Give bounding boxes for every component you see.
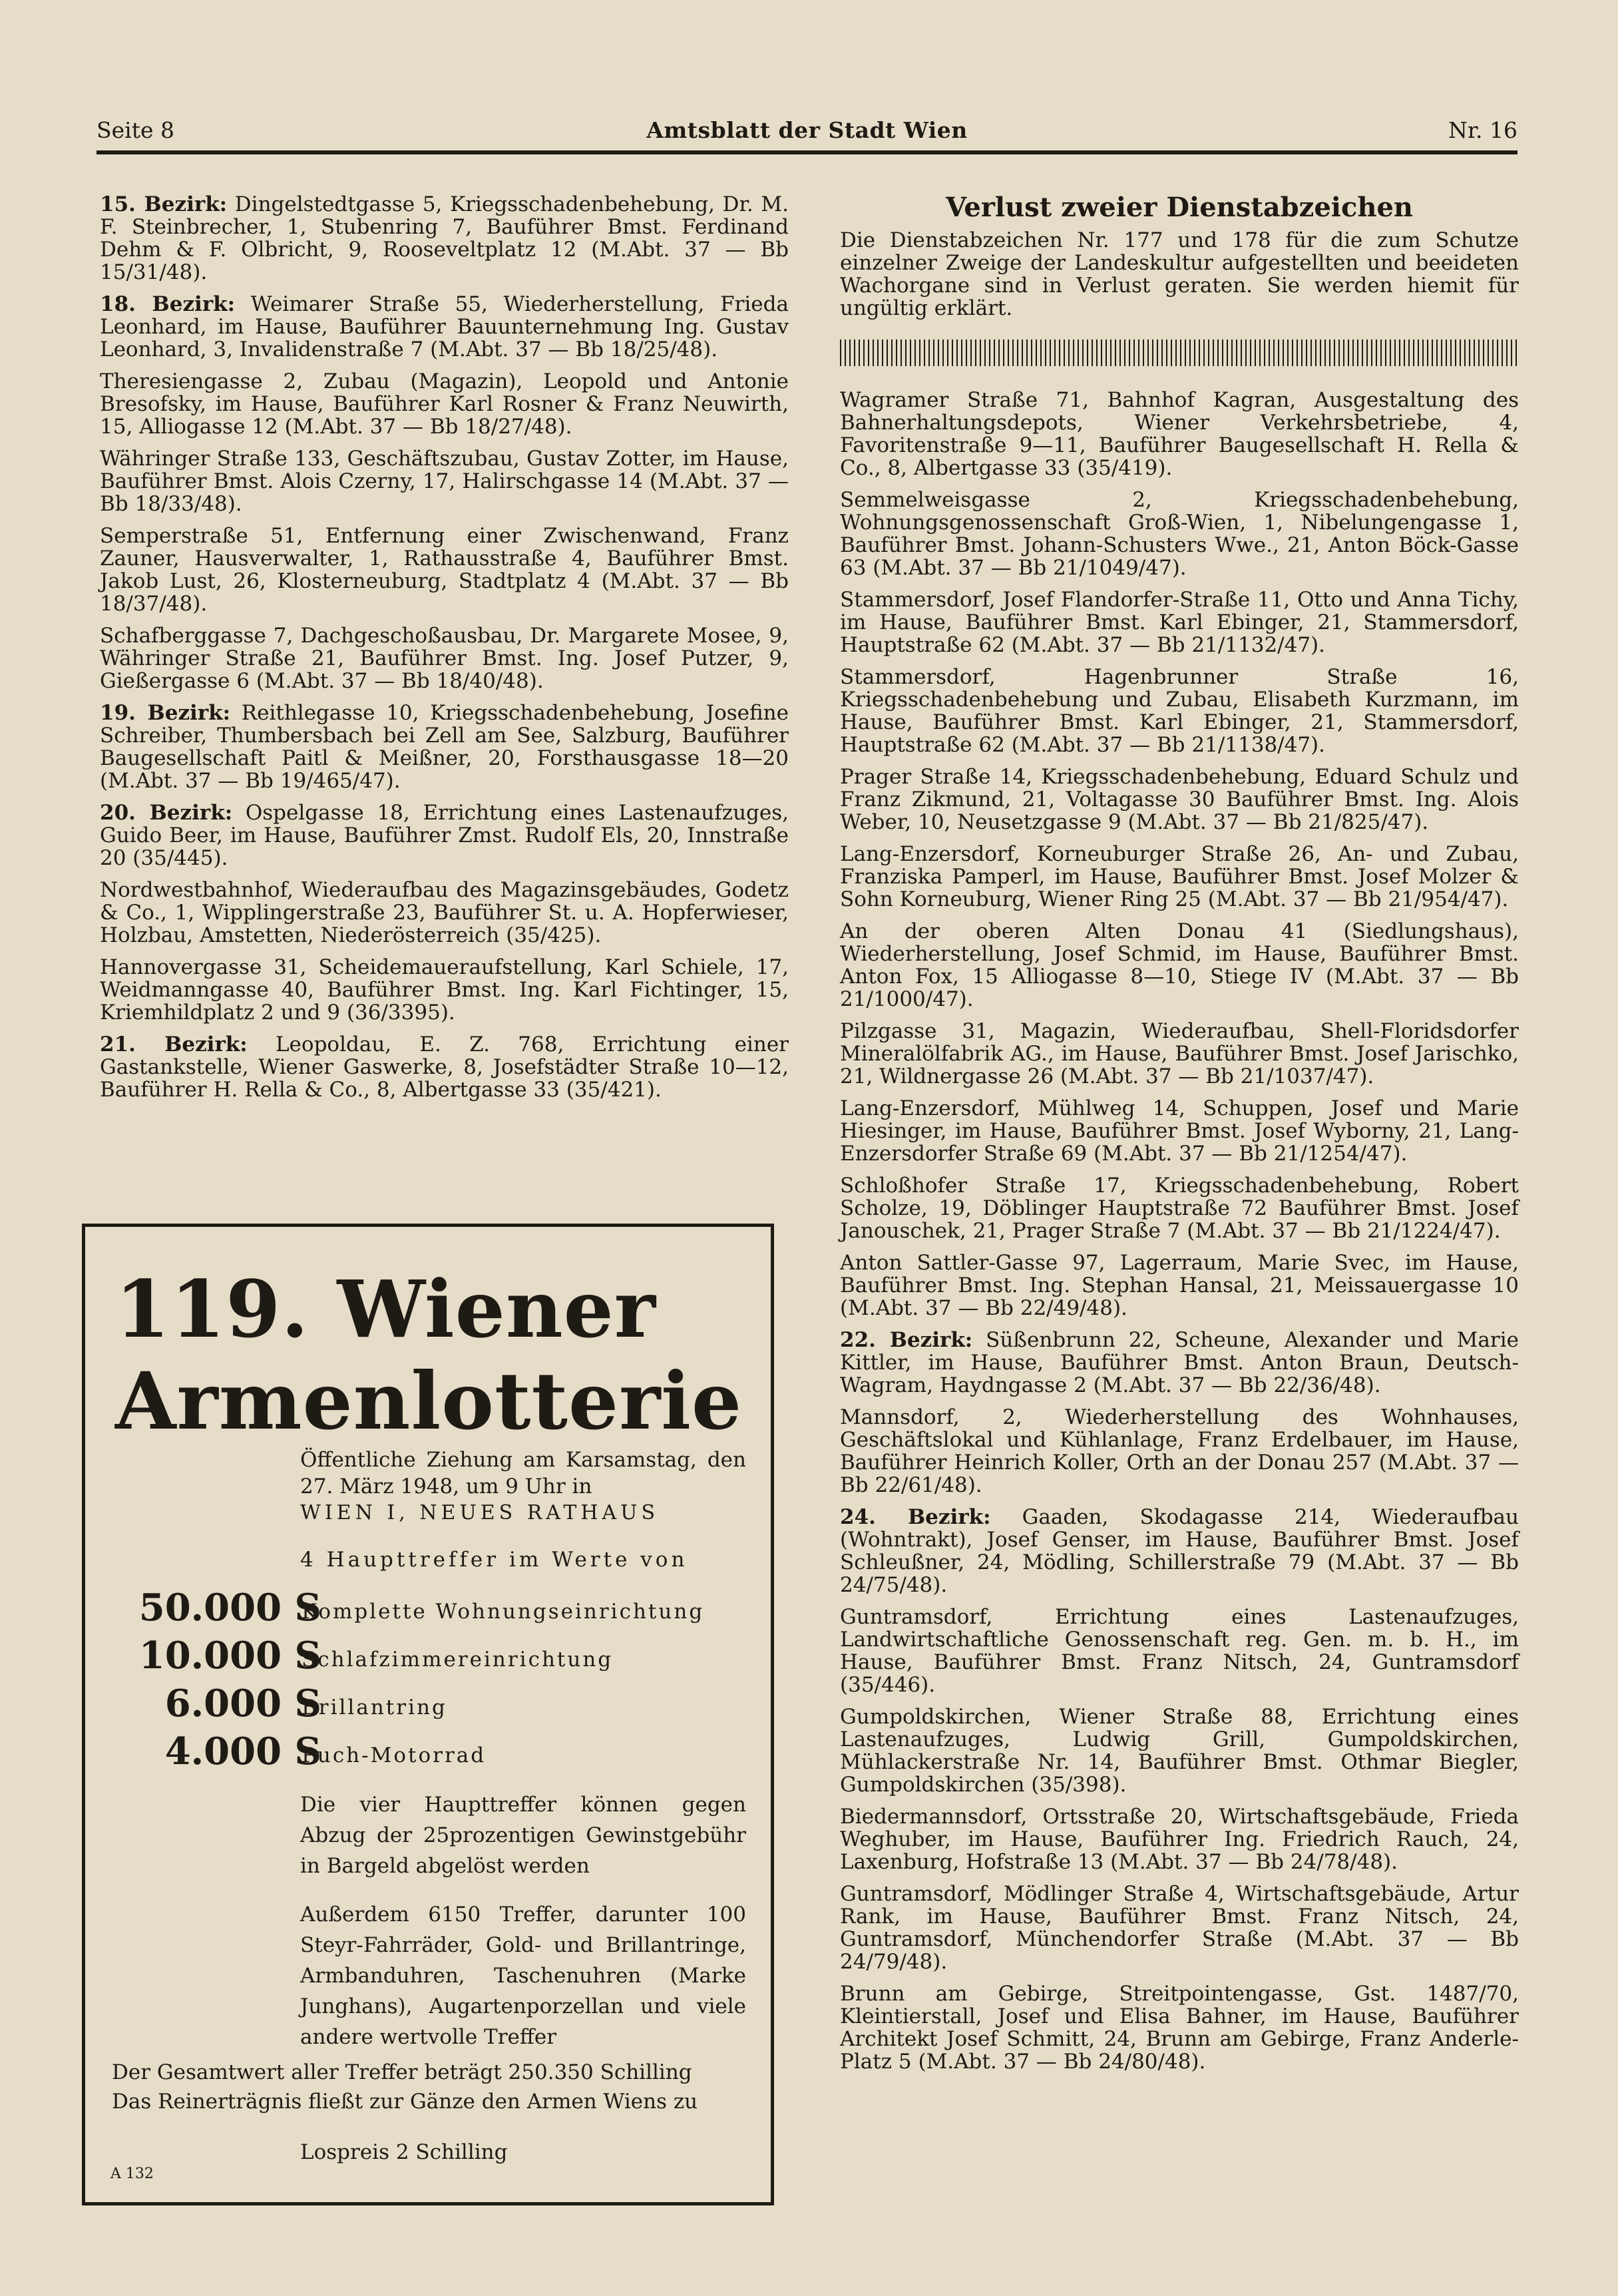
page-number: Seite 8 [97,117,174,143]
entry: Schafberggasse 7, Dachgeschoßausbau, Dr. Margarete Mosee, 9, Währinger Straße 21, Bauführer Bmst. Ing. Josef Putzer, 9, Gießergasse 6 (M.Abt. 37 — Bb 18/40/48). [100,624,789,693]
district-label: 20. Bezirk: [100,801,233,825]
entry-text: Weimarer Straße 55, Wiederherstellung, Frieda Leonhard, im Hause, Bauführer Bauunternehmung Ing. Gustav Leonhard, 3, Invalidenstraße 7 (M.Abt. 37 — Bb 18/25/48). [100,292,789,361]
prize-amount: 50.000 S [138,1586,321,1630]
prize-list [115,1586,747,1778]
lottery-advertisement [82,1224,774,2205]
additional-prizes: Außerdem 6150 Treffer, darunter 100 Steyr-Fahrräder, Gold- und Brillantringe, Armbanduhren, Taschenuhren (Marke Junghans), Augartenporzellan und viele andere wertvolle Treffer [300,1903,746,2049]
entry: Lang-Enzersdorf, Korneuburger Straße 26, An- und Zubau, Franziska Pamperl, im Hause, Bauführer Bmst. Josef Molzer & Sohn Korneuburg, Wiener Ring 25 (M.Abt. 37 — Bb 21/954/47). [840,842,1519,911]
prize-amount: 4.000 S [164,1729,321,1773]
entry: Stammersdorf, Josef Flandorfer-Straße 11, Otto und Anna Tichy, im Hause, Bauführer Bmst. Karl Ebinger, 21, Stammersdorf, Hauptstraße 62 (M.Abt. 37 — Bb 21/1132/47). [840,588,1519,657]
entry: Semperstraße 51, Entfernung einer Zwischenwand, Franz Zauner, Hausverwalter, 1, Rathausstraße 4, Bauführer Bmst. Jakob Lust, 26, Klosterneuburg, Stadtplatz 4 (M.Abt. 37 — Bb 18/37/48). [100,524,789,616]
entry: An der oberen Alten Donau 41 (Siedlungshaus), Wiederherstellung, Josef Schmid, im Hause, Bauführer Bmst. Anton Fox, 15 Alliogasse 8—10, Stiege IV (M.Abt. 37 — Bb 21/1000/47). [840,919,1519,1011]
entry-text: Dingelstedtgasse 5, Kriegsschadenbehebung, Dr. M. F. Steinbrecher, 1, Stubenring 7, Bauführer Bmst. Ferdinand Dehm & F. Olbricht, 9, Rooseveltplatz 12 (M.Abt. 37 — Bb 15/31/48). [100,192,789,284]
entry: Stammersdorf, Hagenbrunner Straße 16, Kriegsschadenbehebung und Zubau, Elisabeth Kurzmann, im Hause, Bauführer Bmst. Karl Ebinger, 21, Stammersdorf, Hauptstraße 62 (M.Abt. 37 — Bb 21/1138/47). [840,665,1519,757]
entry: Semmelweisgasse 2, Kriegsschadenbehebung, Wohnungsgenossenschaft Groß-Wien, 1, Nibelungengasse 1, Bauführer Bmst. Johann-Schusters Wwe., 21, Anton Böck-Gasse 63 (M.Abt. 37 — Bb 21/1049/47). [840,488,1519,580]
publication-title: Amtsblatt der Stadt Wien [646,117,968,143]
entry: Brunn am Gebirge, Streitpointengasse, Gst. 1487/70, Kleintierstall, Josef und Elisa Bahner, im Hause, Bauführer Architekt Josef Schmitt, 24, Brunn am Gebirge, Franz Anderle-Platz 5 (M.Abt. 37 — Bb 24/80/48). [840,1982,1519,2074]
entry [100,702,789,792]
entry: Nordwestbahnhof, Wiederaufbau des Magazinsgebäudes, Godetz & Co., 1, Wipplingerstraße 23, Bauführer St. u. A. Hopferwieser, Holzbau, Amstetten, Niederösterreich (35/425). [100,878,789,947]
entry: Prager Straße 14, Kriegsschadenbehebung, Eduard Schulz und Franz Zikmund, 21, Voltagasse 30 Bauführer Bmst. Ing. Alois Weber, 10, Neusetzgasse 9 (M.Abt. 37 — Bb 21/825/47). [840,765,1519,834]
entry: Währinger Straße 133, Geschäftszubau, Gustav Zotter, im Hause, Bauführer Bmst. Alois Czerny, 17, Halirschgasse 14 (M.Abt. 37 — Bb 18/33/48). [100,447,789,516]
prize-description: Brillantring [302,1696,447,1720]
draw-info [300,1447,746,1526]
left-column [100,193,789,1110]
entry-text: Gaaden, Skodagasse 214, Wiederaufbau (Wohntrakt), Josef Genser, im Hause, Bauführer Bmst. Josef Schleußner, 24, Mödling, Schillerstraße 79 (M.Abt. 37 — Bb 24/75/48). [840,1505,1519,1597]
district-label: 18. Bezirk: [100,292,236,316]
entry: Theresiengasse 2, Zubau (Magazin), Leopold und Antonie Bresofsky, im Hause, Bauführer Karl Rosner & Franz Neuwirth, 15, Alliogasse 12 (M.Abt. 37 — Bb 18/27/48). [100,369,789,439]
notice-title: Verlust zweier Dienstabzeichen [946,192,1413,223]
entry [100,193,789,284]
entry-text: Süßenbrunn 22, Scheune, Alexander und Marie Kittler, im Hause, Bauführer Bmst. Anton Braun, Deutsch-Wagram, Haydngasse 2 (M.Abt. 37 — Bb 22/36/48). [840,1328,1519,1397]
prize-amount: 6.000 S [164,1682,321,1725]
ad-title [115,1263,747,1447]
ad-totals [112,2058,751,2116]
entry-text: Reithlegasse 10, Kriegsschadenbehebung, Josefine Schreiber, Thumbersbach bei Zell am See, Salzburg, Bauführer Baugesellschaft Paitl & Meißner, 20, Forsthausgasse 18—20 (M.Abt. 37 — Bb 19/465/47). [100,701,789,793]
entry [100,1033,789,1101]
entry: Biedermannsdorf, Ortsstraße 20, Wirtschaftsgebäude, Frieda Weghuber, im Hause, Bauführer Ing. Friedrich Rauch, 24, Laxenburg, Hofstraße 13 (M.Abt. 37 — Bb 24/78/48). [840,1805,1519,1874]
entry [840,1329,1519,1397]
ad-title-line-2: Armenlotterie [115,1355,743,1447]
entry-text: Ospelgasse 18, Errichtung eines Lastenaufzuges, Guido Beer, im Hause, Bauführer Zmst. Rudolf Els, 20, Innstraße 20 (35/445). [100,801,789,870]
right-column [840,193,1519,2082]
entry: Gumpoldskirchen, Wiener Straße 88, Errichtung eines Lastenaufzuges, Ludwig Grill, Gumpoldskirchen, Mühlackerstraße Nr. 14, Bauführer Bmst. Othmar Biegler, Gumpoldskirchen (35/398). [840,1705,1519,1797]
entry-text: Leopoldau, E. Z. 768, Errichtung einer Gastankstelle, Wiener Gaswerke, 8, Josefstädter Straße 10—12, Bauführer H. Rella & Co., 8, Albertgasse 33 (35/421). [100,1033,789,1102]
district-label: 15. Bezirk: [100,192,228,216]
prize-description: Puch-Motorrad [302,1743,487,1767]
entry [100,802,789,869]
prize-item [115,1730,747,1778]
district-label: 24. Bezirk: [840,1505,991,1529]
prize-item [115,1682,747,1730]
entry [840,1506,1519,1596]
ticket-price: Lospreis 2 Schilling [300,2140,508,2164]
proceeds: Das Reinerträgnis fließt zur Gänze den Armen Wiens zu [112,2090,698,2114]
entry: Pilzgasse 31, Magazin, Wiederaufbau, Shell-Floridsdorfer Mineralölfabrik AG., im Hause, Bauführer Bmst. Josef Jarischko, 21, Wildnergasse 26 (M.Abt. 37 — Bb 21/1037/47). [840,1019,1519,1088]
draw-location: WIEN I, NEUES RATHAUS [300,1501,659,1524]
prize-amount: 10.000 S [138,1634,321,1678]
prize-description: Schlafzimmereinrichtung [302,1648,614,1672]
district-label: 22. Bezirk: [840,1328,973,1352]
prize-item [115,1634,747,1682]
entry: Hannovergasse 31, Scheidemaueraufstellung, Karl Schiele, 17, Weidmanngasse 40, Bauführer Bmst. Ing. Karl Fichtinger, 15, Kriemhildplatz 2 und 9 (36/3395). [100,955,789,1025]
ad-title-line-1: 119. Wiener [115,1263,656,1355]
entry [100,293,789,361]
entry: Mannsdorf, 2, Wiederherstellung des Wohnhauses, Geschäftslokal und Kühlanlage, Franz Erdelbauer, im Hause, Bauführer Heinrich Koller, Orth an der Donau 257 (M.Abt. 37 — Bb 22/61/48). [840,1405,1519,1497]
district-label: 19. Bezirk: [100,701,231,725]
entry: Guntramsdorf, Errichtung eines Lastenaufzuges, Landwirtschaftliche Genossenschaft reg. Gen. m. b. H., im Hause, Bauführer Bmst. Franz Nitsch, 24, Guntramsdorf (35/446). [840,1605,1519,1697]
header-rule [97,150,1517,154]
draw-date: Öffentliche Ziehung am Karsamstag, den 27. März 1948, um 9 Uhr in [300,1448,746,1498]
cash-redemption: Die vier Haupttreffer können gegen Abzug der 25prozentigen Gewinstgebühr in Bargeld abgelöst werden [300,1793,746,1878]
issue-number: Nr. 16 [1448,117,1517,143]
prize-description: Komplette Wohnungseinrichtung [302,1600,705,1624]
page-header [97,117,1517,149]
notice-text: Die Dienstabzeichen Nr. 177 und 178 für die zum Schutze einzelner Zweige der Landeskultur aufgestellten und beeideten Wachorgane sind in Verlust geraten. Sie werden hiemit für ungültig erklärt. [840,228,1519,320]
entry: Guntramsdorf, Mödlinger Straße 4, Wirtschaftsgebäude, Artur Rank, im Hause, Bauführer Bmst. Franz Nitsch, 24, Guntramsdorf, Münchendorfer Straße (M.Abt. 37 — Bb 24/79/48). [840,1882,1519,1974]
entry: Schloßhofer Straße 17, Kriegsschadenbehebung, Robert Scholze, 19, Döblinger Hauptstraße 72 Bauführer Bmst. Josef Janouschek, 21, Prager Straße 7 (M.Abt. 37 — Bb 21/1224/47). [840,1174,1519,1243]
district-label: 21. Bezirk: [100,1033,248,1056]
main-prizes-heading: 4 Haupttreffer im Werte von [300,1548,688,1572]
entry: Wagramer Straße 71, Bahnhof Kagran, Ausgestaltung des Bahnerhaltungsdepots, Wiener Verkehrsbetriebe, 4, Favoritenstraße 9—11, Bauführer Baugesellschaft H. Rella & Co., 8, Albertgasse 33 (35/419). [840,388,1519,480]
prize-item [115,1586,747,1634]
total-value: Der Gesamtwert aller Treffer beträgt 250.350 Schilling [112,2060,692,2084]
entry: Anton Sattler-Gasse 97, Lagerraum, Marie Svec, im Hause, Bauführer Bmst. Ing. Stephan Hansal, 21, Meissauergasse 10 (M.Abt. 37 — Bb 22/49/48). [840,1251,1519,1320]
separator-hatch [840,340,1519,366]
entry: Lang-Enzersdorf, Mühlweg 14, Schuppen, Josef und Marie Hiesinger, im Hause, Bauführer Bmst. Josef Wyborny, 21, Lang-Enzersdorfer Straße 69 (M.Abt. 37 — Bb 21/1254/47). [840,1096,1519,1166]
ad-code: A 132 [110,2166,154,2182]
